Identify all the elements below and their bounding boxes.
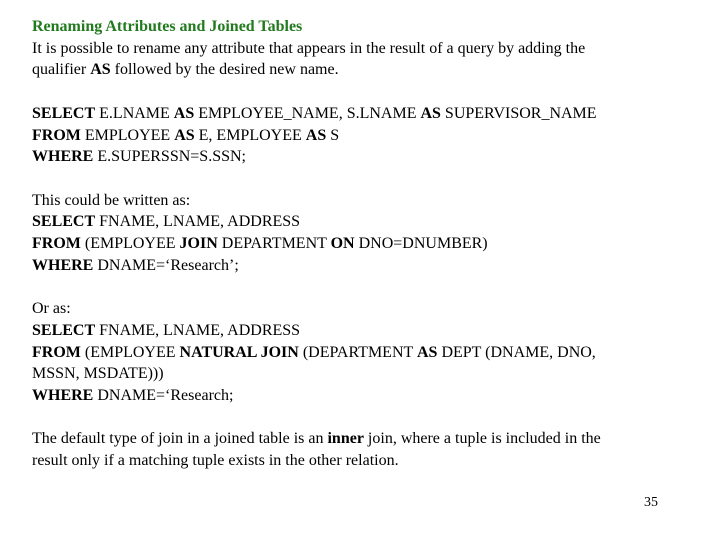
text-line	[32, 450, 692, 472]
text-run: DNO=DNUMBER)	[354, 235, 488, 252]
text-line	[32, 320, 692, 342]
text-run: MSSN, MSDATE)))	[32, 365, 164, 383]
keyword: FROM	[32, 126, 81, 144]
keyword: AS	[305, 126, 327, 144]
keyword: inner	[327, 430, 364, 448]
text-run: E.LNAME	[95, 104, 174, 122]
keyword: AS	[173, 104, 195, 122]
keyword: FROM	[32, 343, 81, 361]
keyword: WHERE	[32, 386, 94, 404]
keyword: AS	[90, 61, 111, 79]
text-line	[32, 125, 692, 147]
keyword: WHERE	[32, 148, 94, 166]
paragraph-gap	[32, 81, 692, 103]
keyword: SELECT	[32, 213, 96, 231]
keyword: FROM	[32, 235, 81, 252]
text-run: (DEPARTMENT	[298, 343, 417, 361]
text-run: SUPERVISOR_NAME	[440, 104, 597, 122]
text-run: followed by the desired new name.	[110, 61, 339, 79]
text-run: join, where a tuple is included in the	[363, 430, 601, 448]
text-run: DNAME=‘Research;	[93, 386, 234, 404]
keyword: AS	[416, 343, 438, 361]
text-run: result only if a matching tuple exists in the other relation.	[32, 452, 399, 469]
text-line	[32, 38, 692, 60]
slide-content	[32, 16, 692, 472]
text-line	[32, 59, 692, 81]
text-run: DNAME=‘Research’;	[93, 256, 239, 274]
text-run: The default type of join in a joined table is an	[32, 430, 328, 448]
text-line	[32, 342, 692, 364]
text-line	[32, 233, 692, 255]
text-run: (EMPLOYEE	[80, 235, 180, 252]
text-run: DEPT (DNAME, DNO,	[437, 343, 596, 361]
keyword: WHERE	[32, 256, 94, 274]
text-run: FNAME, LNAME, ADDRESS	[95, 213, 301, 231]
text-run: FNAME, LNAME, ADDRESS	[95, 321, 301, 339]
text-run: (EMPLOYEE	[80, 343, 180, 361]
keyword: JOIN	[179, 235, 218, 252]
keyword: SELECT	[32, 104, 96, 122]
text-run: It is possible to rename any attribute that appears in the result of a query by adding the	[32, 39, 586, 57]
text-run: DEPARTMENT	[217, 235, 331, 252]
page-number: 35	[644, 495, 658, 510]
text-line	[32, 190, 692, 212]
text-run: S	[326, 126, 340, 144]
keyword: AS	[174, 126, 195, 144]
keyword: SELECT	[32, 321, 96, 339]
text-run: E.SUPERSSN=S.SSN;	[93, 148, 246, 166]
slide-title: Renaming Attributes and Joined Tables	[32, 18, 303, 35]
paragraph-gap	[32, 407, 692, 429]
text-line	[32, 211, 692, 233]
text-run: qualifier	[32, 61, 91, 79]
text-run: EMPLOYEE_NAME, S.LNAME	[194, 104, 421, 122]
text-line	[32, 103, 692, 125]
keyword: ON	[330, 235, 355, 252]
text-run: EMPLOYEE	[80, 126, 175, 144]
paragraph-gap	[32, 168, 692, 190]
keyword: NATURAL JOIN	[179, 343, 299, 361]
text-line	[32, 146, 692, 168]
keyword: AS	[420, 104, 441, 122]
text-run: E, EMPLOYEE	[194, 126, 306, 144]
text-line	[32, 255, 692, 277]
slide-body	[32, 38, 692, 472]
text-line	[32, 298, 692, 320]
text-line	[32, 428, 692, 450]
text-line	[32, 385, 692, 407]
text-run: This could be written as:	[32, 191, 191, 209]
text-line	[32, 363, 692, 385]
paragraph-gap	[32, 276, 692, 298]
text-run: Or as:	[32, 300, 71, 318]
